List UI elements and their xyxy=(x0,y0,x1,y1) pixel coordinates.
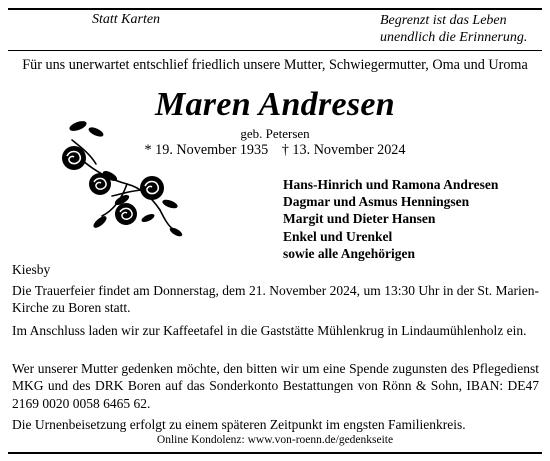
header-divider xyxy=(8,50,542,51)
donation-paragraph: Wer unserer Mutter gedenken möchte, den bitten wir um eine Spende zugunsten des Pflegedienst MKG und des DRK Boren auf das Sonderkonto Bestattungen von Rönn & Sohn, IBAN: DE47 2169 0020 0058 6465 62. xyxy=(12,361,539,411)
death-date: † 13. November 2024 xyxy=(281,142,406,158)
intro-text: Für uns unerwartet entschlief friedlich unsere Mutter, Schwiegermutter, Oma und Uroma xyxy=(22,57,528,73)
roses-icon xyxy=(52,118,192,238)
online-condolence: Online Kondolenz: www.von-roenn.de/gedenkseite xyxy=(156,434,394,446)
mourner-line: Hans-Hinrich und Ramona Andresen xyxy=(283,177,499,192)
mourner-line: sowie alle Angehörigen xyxy=(283,245,415,261)
statt-karten-label: Statt Karten xyxy=(92,12,161,27)
header-quote xyxy=(380,12,527,46)
quote-line-1: Begrenzt ist das Leben xyxy=(380,13,507,28)
deceased-name: Maren Andresen xyxy=(154,86,396,123)
funeral-paragraph: Die Trauerfeier findet am Donnerstag, dem 21. November 2024, um 13:30 Uhr in der St. Marien-Kirche zu Boren statt. xyxy=(12,283,539,316)
place-name: Kiesby xyxy=(12,262,51,277)
birth-date: * 19. November 1935 xyxy=(144,142,269,158)
mourner-line: Margit und Dieter Hansen xyxy=(283,211,436,227)
mourner-line: Enkel und Urenkel xyxy=(283,228,393,244)
coffee-paragraph: Im Anschluss laden wir zur Kaffeetafel in die Gaststätte Mühlenkrug in Lindaumühlenholz ein. xyxy=(12,323,527,338)
bottom-border xyxy=(8,452,542,454)
quote-line-2: unendlich die Erinnerung. xyxy=(380,30,528,45)
urn-paragraph: Die Urnenbeisetzung erfolgt zu einem späteren Zeitpunkt im engsten Familienkreis. xyxy=(12,417,466,432)
top-border xyxy=(8,8,542,10)
mourners-list xyxy=(283,176,498,262)
mourner-line: Dagmar und Asmus Henningsen xyxy=(283,194,470,210)
birth-name: geb. Petersen xyxy=(240,126,310,141)
